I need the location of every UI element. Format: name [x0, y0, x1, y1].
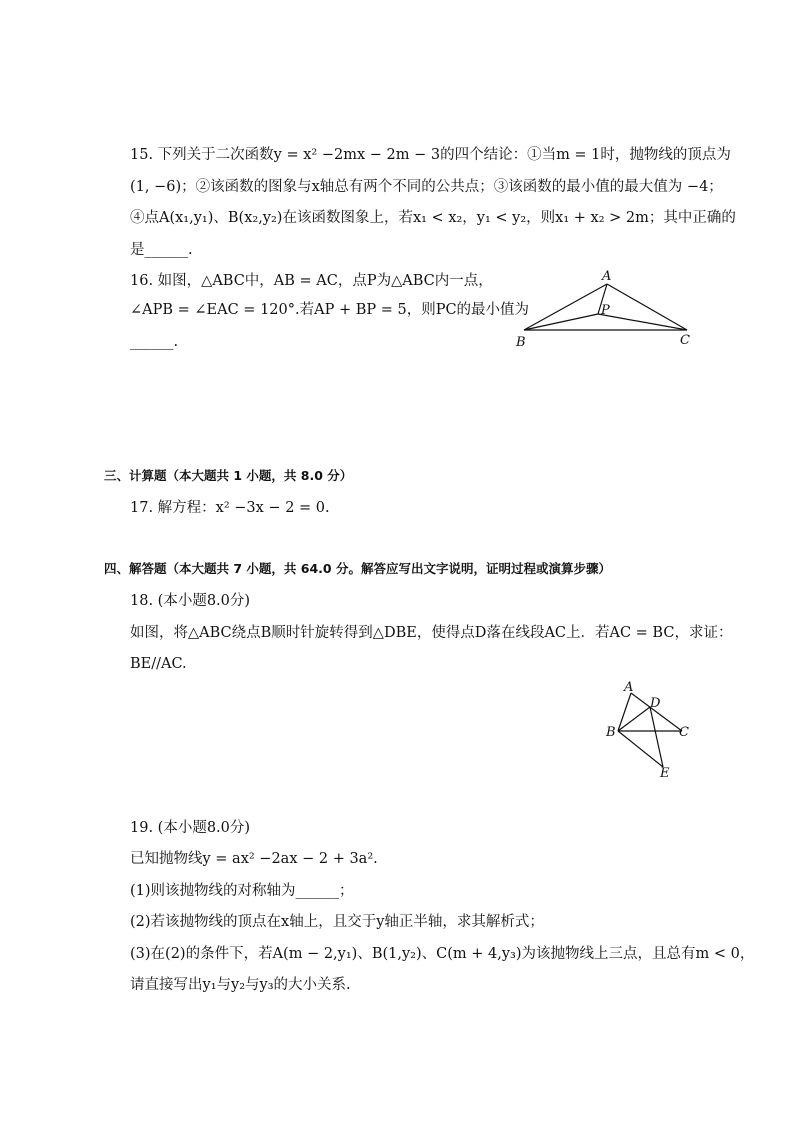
q16-line-2: ∠APB = ∠EAC = 120°.若AP + BP = 5，则PC的最小值为 [130, 302, 530, 318]
label-e: E [660, 766, 670, 781]
q17-equation: 17. 解方程：x² −3x − 2 = 0. [130, 500, 330, 516]
q16-triangle-figure [510, 268, 700, 352]
segment-bp [524, 314, 598, 330]
q19-line-3: (2)若该抛物线的顶点在x轴上，且交于y轴正半轴，求其解析式； [130, 914, 544, 930]
q16-line-1: 16. 如图，△ABC中，AB = AC，点P为△ABC内一点， [130, 273, 493, 289]
q19-line-5: 请直接写出y₁与y₂与y₃的大小关系. [130, 977, 351, 993]
q15-line-2: (1, −6)；②该函数的图象与x轴总有两个不同的公共点；③该函数的最小值的最大值为 −4； [130, 179, 723, 195]
section-4-heading: 四、解答题（本大题共 7 小题，共 64.0 分。解答应写出文字说明，证明过程或演算步骤） [104, 561, 611, 576]
section-3-heading: 三、计算题（本大题共 1 小题，共 8.0 分） [104, 468, 353, 483]
label-c: C [679, 725, 689, 740]
q19-line-1: 已知抛物线y = ax² −2ax − 2 + 3a². [130, 851, 378, 867]
q15-line-1: 15. 下列关于二次函数y = x² −2mx − 2m − 3的四个结论：①当m = 1时，抛物线的顶点为 [130, 147, 731, 163]
q18-line-2: BE//AC. [130, 656, 187, 672]
label-b: B [516, 335, 526, 350]
segment-ab [524, 284, 607, 330]
q18-rotation-figure [598, 676, 704, 784]
q16-line-3: ______. [130, 334, 179, 350]
q19-line-4: (3)在(2)的条件下，若A(m − 2,y₁)、B(1,y₂)、C(m + 4,y₃)为该抛物线上三点，且总有m < 0， [130, 946, 755, 962]
label-d: D [650, 696, 661, 711]
q19-line-2: (1)则该抛物线的对称轴为______； [130, 883, 354, 899]
segment-ab [618, 693, 631, 731]
label-a: A [624, 680, 634, 695]
q15-line-4: 是______. [130, 242, 193, 258]
label-p: P [601, 303, 610, 318]
label-a: A [602, 269, 612, 284]
q15-line-3: ④点A(x₁,y₁)、B(x₂,y₂)在该函数图象上，若x₁ < x₂，y₁ < y₂，则x₁ + x₂ > 2m；其中正确的 [130, 210, 736, 226]
segment-bd [618, 707, 650, 731]
label-c: C [680, 333, 690, 348]
q18-line-1: 如图，将△ABC绕点B顺时针旋转得到△DBE，使得点D落在线段AC上．若AC = BC，求证： [130, 625, 733, 641]
label-b: B [606, 725, 616, 740]
q19-title: 19. (本小题8.0分) [130, 820, 251, 836]
q18-title: 18. (本小题8.0分) [130, 593, 251, 609]
